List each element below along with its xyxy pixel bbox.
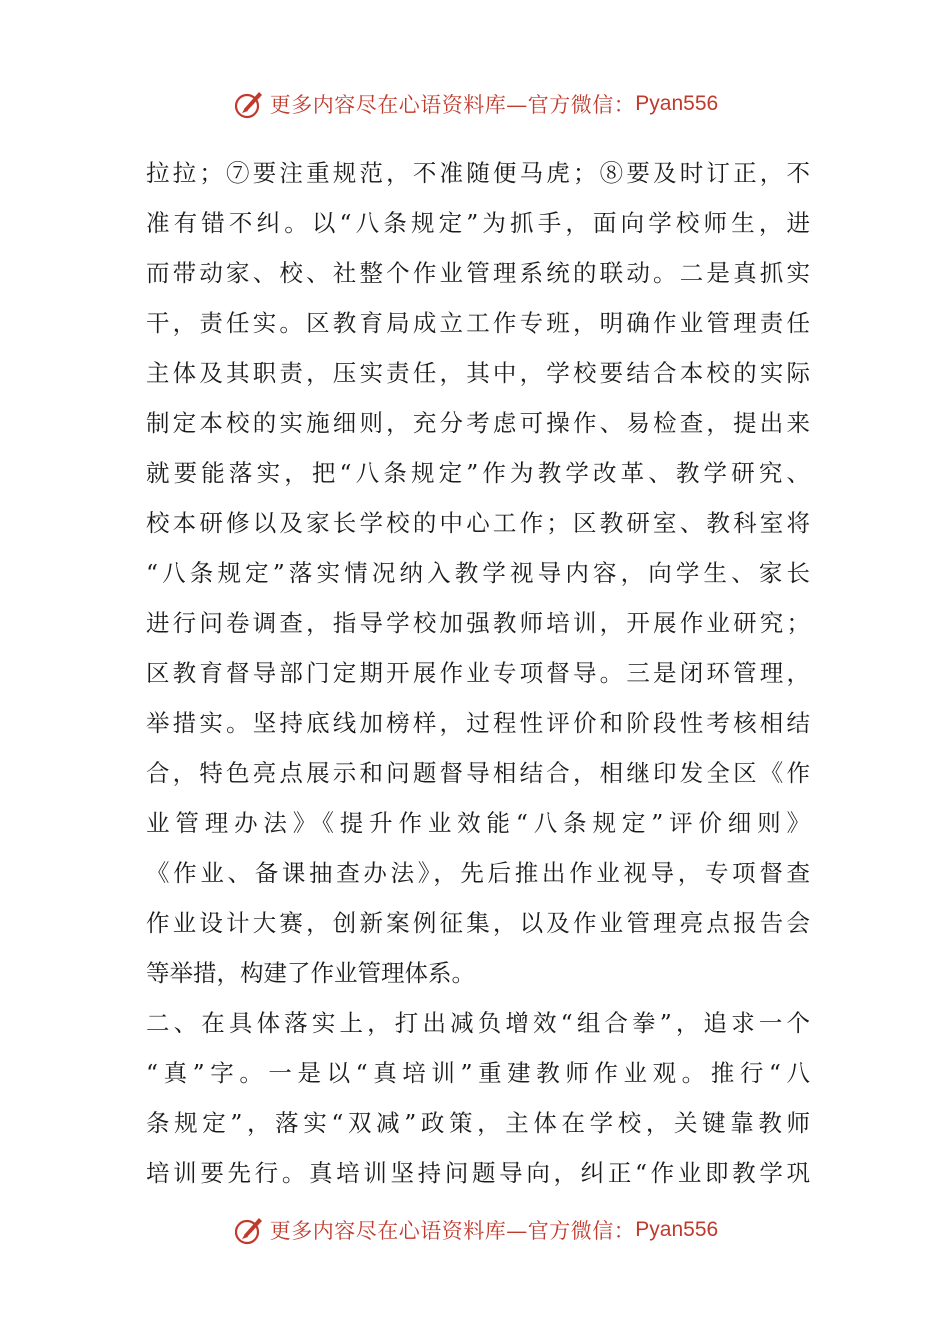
- text-line: 校本研修以及家长学校的中心工作；区教研室、教科室将: [146, 509, 810, 537]
- text-line: “真”字。一是以“真培训”重建教师作业观。推行“八: [146, 1059, 810, 1087]
- text-line: 合，特色亮点展示和问题督导相结合，相继印发全区《作: [146, 759, 810, 787]
- quill-circle-logo-icon: [232, 1213, 266, 1247]
- text-line: 准有错不纠。以“八条规定”为抓手，面向学校师生，进: [146, 209, 810, 237]
- footer-brand-text: 更多内容尽在心语资料库—官方微信：: [269, 1219, 636, 1243]
- header-wechat-handle: Pyan556: [635, 92, 719, 115]
- text-line: 就要能落实，把“八条规定”作为教学改革、教学研究、: [146, 459, 810, 487]
- text-line: “八条规定”落实情况纳入教学视导内容，向学生、家长: [146, 559, 810, 587]
- text-line: 主体及其职责，压实责任，其中，学校要结合本校的实际: [146, 359, 810, 387]
- quill-circle-logo-icon: [232, 87, 266, 121]
- header-brand-text: 更多内容尽在心语资料库—官方微信：: [269, 93, 636, 117]
- text-line: 二、在具体落实上，打出减负增效“组合拳”，追求一个: [146, 1009, 810, 1037]
- document-body: [146, 148, 810, 1198]
- footer-wechat-handle: Pyan556: [635, 1218, 719, 1241]
- text-line: 进行问卷调查，指导学校加强教师培训，开展作业研究；: [146, 609, 810, 637]
- text-line: 作业设计大赛，创新案例征集，以及作业管理亮点报告会: [146, 909, 810, 937]
- text-line: 制定本校的实施细则，充分考虑可操作、易检查，提出来: [146, 409, 810, 437]
- text-line: 业管理办法》《提升作业效能“八条规定”评价细则》: [146, 809, 810, 837]
- header-banner: [0, 84, 950, 124]
- text-line: 举措实。坚持底线加榜样，过程性评价和阶段性考核相结: [146, 709, 810, 737]
- footer-banner: [0, 1210, 950, 1250]
- text-line: 干，责任实。区教育局成立工作专班，明确作业管理责任: [146, 309, 810, 337]
- text-line: 区教育督导部门定期开展作业专项督导。三是闭环管理，: [146, 659, 810, 687]
- text-line: 条规定”，落实“双减”政策，主体在学校，关键靠教师: [146, 1109, 810, 1137]
- text-line: 《作业、备课抽查办法》，先后推出作业视导，专项督查: [146, 859, 810, 887]
- text-line: 而带动家、校、社整个作业管理系统的联动。二是真抓实: [146, 259, 810, 287]
- text-line: 培训要先行。真培训坚持问题导向，纠正“作业即教学巩: [146, 1159, 810, 1187]
- text-line: 拉拉；⑦要注重规范，不准随便马虎；⑧要及时订正，不: [146, 159, 810, 187]
- text-line: 等举措，构建了作业管理体系。: [146, 959, 475, 987]
